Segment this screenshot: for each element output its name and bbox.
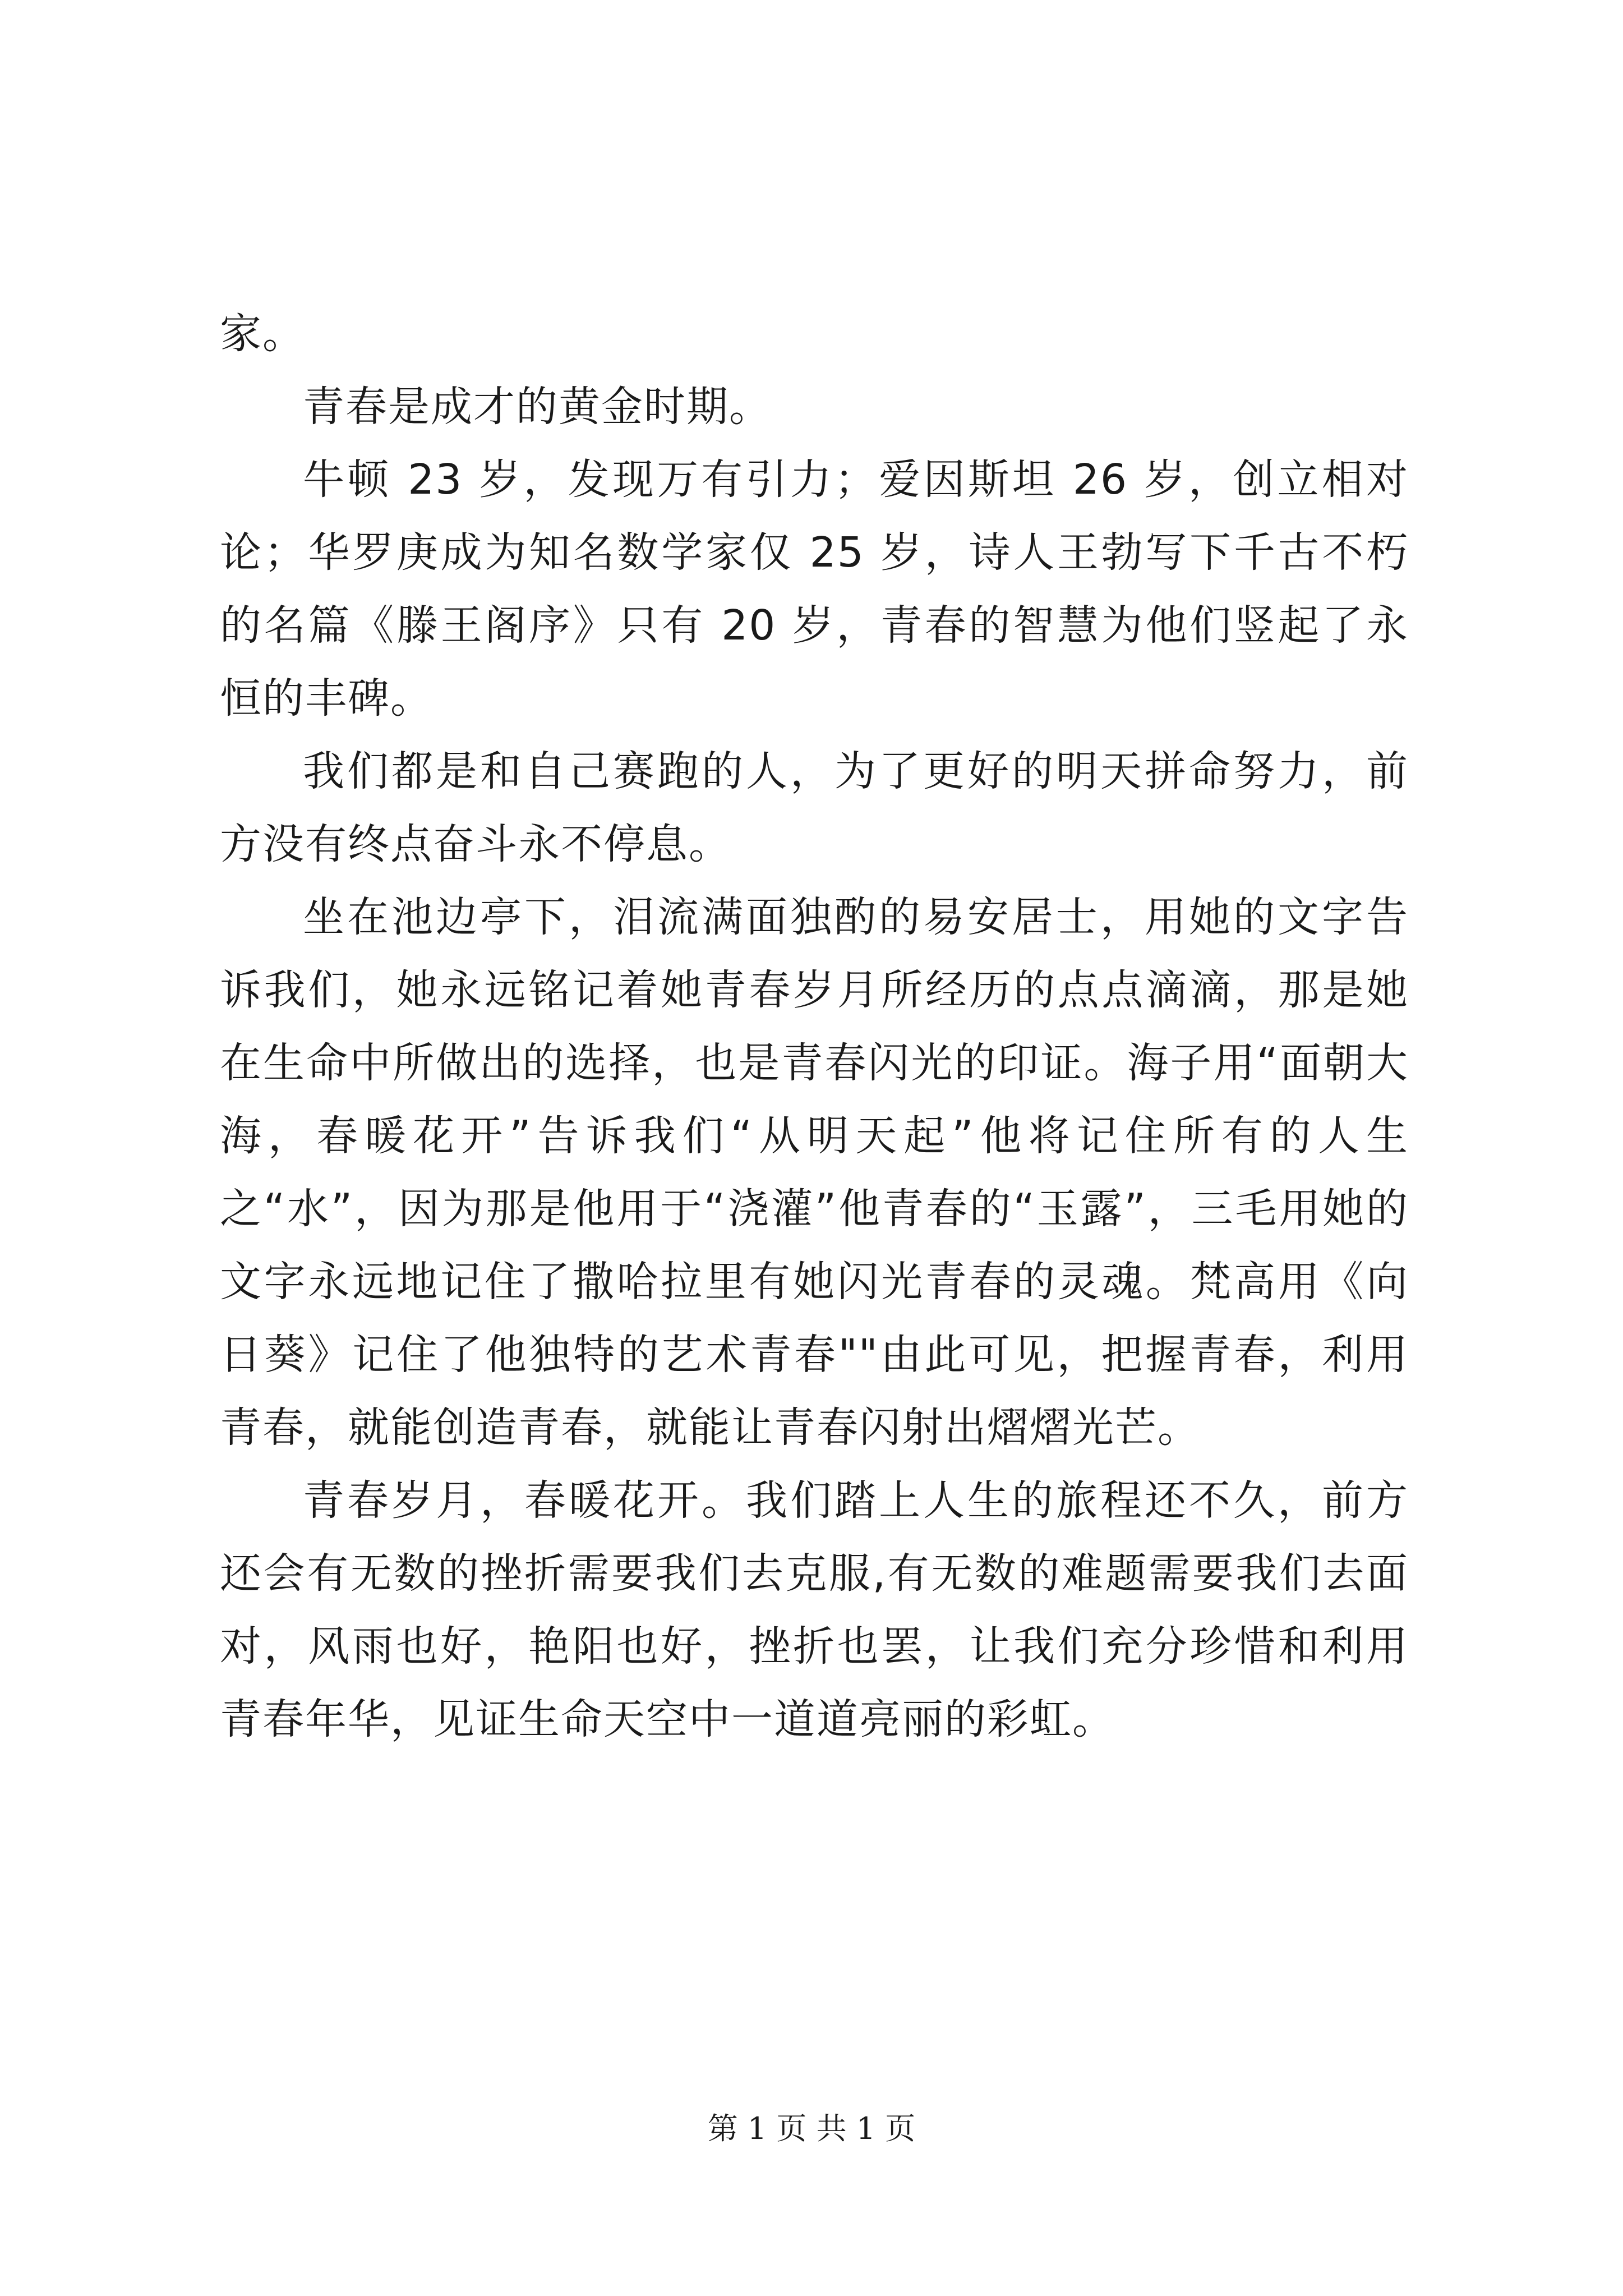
paragraph-2: 青春是成才的黄金时期。 — [303, 383, 772, 431]
paragraph-5: 坐在池边亭下，泪流满面独酌的易安居士，用她的文字告诉我们，她永远铭记着她青春岁月所经历的点点滴滴，那是她在生命中所做出的选择，也是青春闪光的印证。海子用“面朝大海，春暖花开”告诉我们“从明天起”他将记住所有的人生之“水”，因为那是他用于“浇灌”他青春的“玉露”，三毛用她的文字永远地记住了撒哈拉里有她闪光青春的灵魂。梵高用《向日葵》记住了他独特的艺术青春""由此可见，把握青春，利用青春，就能创造青春，就能让青春闪射出熠熠光芒。 — [220, 893, 1409, 1452]
paragraph-4: 我们都是和自己赛跑的人，为了更好的明天拼命努力，前方没有终点奋斗永不停息。 — [220, 747, 1409, 868]
paragraph-6: 青春岁月，春暖花开。我们踏上人生的旅程还不久，前方还会有无数的挫折需要我们去克服,有无数的难题需要我们去面对，风雨也好，艳阳也好，挫折也罢，让我们充分珍惜和利用青春年华，见证生命天空中一道道亮丽的彩虹。 — [220, 1476, 1409, 1743]
paragraph-1: 家。 — [220, 310, 305, 358]
paragraph-3: 牛顿 23 岁，发现万有引力；爱因斯坦 26 岁，创立相对论；华罗庚成为知名数学家仅 25 岁，诗人王勃写下千古不朽的名篇《滕王阁序》只有 20 岁，青春的智慧为他们竖起了永恒的丰碑。 — [220, 455, 1409, 723]
page-footer: 第 1 页 共 1 页 — [707, 2111, 916, 2146]
document-body — [220, 297, 1409, 1756]
